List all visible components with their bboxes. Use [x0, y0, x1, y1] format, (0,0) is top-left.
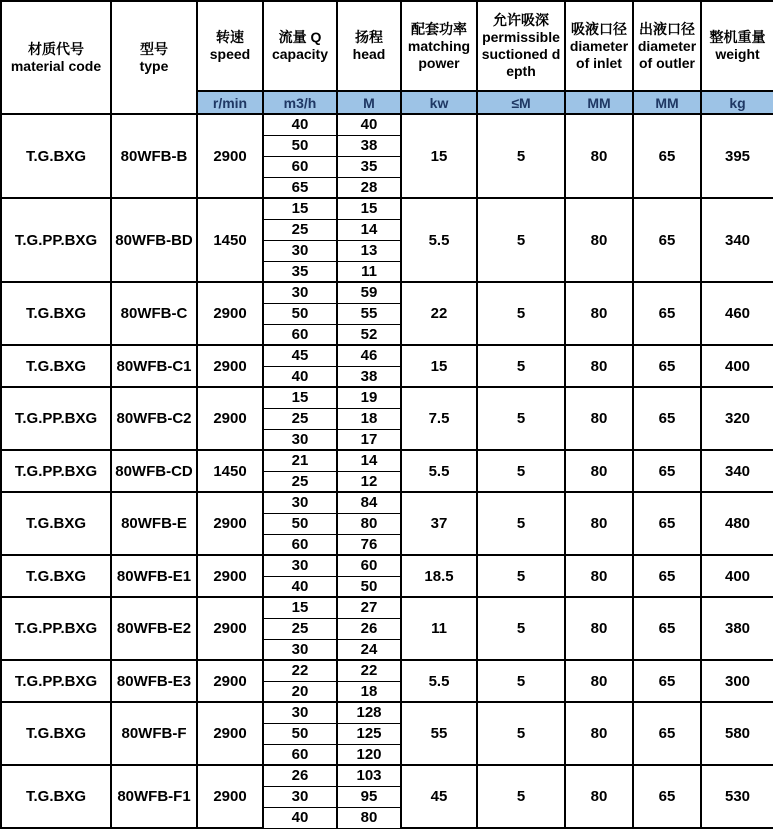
inlet-diameter-cell: 80	[565, 702, 633, 765]
suction-depth-cell: 5	[477, 387, 565, 450]
head-cell: 125	[337, 723, 401, 744]
material-code-cell: T.G.BXG	[1, 492, 111, 555]
weight-cell: 480	[701, 492, 773, 555]
weight-cell: 530	[701, 765, 773, 828]
head-cell: 60	[337, 555, 401, 576]
unit-suction-depth: ≤M	[477, 91, 565, 114]
speed-cell: 2900	[197, 345, 263, 387]
suction-depth-cell: 5	[477, 492, 565, 555]
unit-capacity: m3/h	[263, 91, 337, 114]
inlet-diameter-cell: 80	[565, 555, 633, 597]
inlet-diameter-cell: 80	[565, 660, 633, 702]
capacity-cell: 30	[263, 492, 337, 513]
col-header-material-code	[1, 1, 111, 114]
material-code-cell: T.G.BXG	[1, 282, 111, 345]
type-cell: 80WFB-E3	[111, 660, 197, 702]
head-cell: 26	[337, 618, 401, 639]
suction-depth-cell: 5	[477, 114, 565, 198]
capacity-cell: 60	[263, 156, 337, 177]
speed-cell: 2900	[197, 597, 263, 660]
weight-cell: 320	[701, 387, 773, 450]
head-cell: 19	[337, 387, 401, 408]
outlet-diameter-cell: 65	[633, 345, 701, 387]
type-cell: 80WFB-F1	[111, 765, 197, 828]
col-header-suction-depth	[477, 1, 565, 91]
table-row	[1, 765, 773, 786]
outlet-diameter-cell: 65	[633, 765, 701, 828]
matching-power-cell: 22	[401, 282, 477, 345]
head-cell: 120	[337, 744, 401, 765]
material-code-cell: T.G.PP.BXG	[1, 387, 111, 450]
col-header-type	[111, 1, 197, 114]
head-cell: 27	[337, 597, 401, 618]
col-header-type-zh: 型号	[140, 40, 168, 57]
weight-cell: 395	[701, 114, 773, 198]
col-header-speed-zh: 转速	[216, 29, 244, 45]
capacity-cell: 26	[263, 765, 337, 786]
matching-power-cell: 45	[401, 765, 477, 828]
unit-head: M	[337, 91, 401, 114]
col-header-outlet-diameter	[633, 1, 701, 91]
capacity-cell: 25	[263, 618, 337, 639]
type-cell: 80WFB-BD	[111, 198, 197, 282]
capacity-cell: 30	[263, 786, 337, 807]
matching-power-cell: 5.5	[401, 198, 477, 282]
capacity-cell: 21	[263, 450, 337, 471]
outlet-diameter-cell: 65	[633, 597, 701, 660]
matching-power-cell: 5.5	[401, 660, 477, 702]
capacity-cell: 35	[263, 261, 337, 282]
capacity-cell: 40	[263, 366, 337, 387]
capacity-cell: 50	[263, 135, 337, 156]
type-cell: 80WFB-C	[111, 282, 197, 345]
head-cell: 17	[337, 429, 401, 450]
capacity-cell: 15	[263, 198, 337, 219]
outlet-diameter-cell: 65	[633, 450, 701, 492]
speed-cell: 2900	[197, 282, 263, 345]
matching-power-cell: 18.5	[401, 555, 477, 597]
type-cell: 80WFB-E	[111, 492, 197, 555]
table-row	[1, 198, 773, 219]
col-header-matching-power-en: matching power	[407, 37, 471, 71]
head-cell: 50	[337, 576, 401, 597]
weight-cell: 380	[701, 597, 773, 660]
head-cell: 14	[337, 219, 401, 240]
col-header-inlet-diameter	[565, 1, 633, 91]
type-cell: 80WFB-CD	[111, 450, 197, 492]
unit-matching-power: kw	[401, 91, 477, 114]
table-header	[1, 1, 773, 114]
suction-depth-cell: 5	[477, 198, 565, 282]
col-header-head	[337, 1, 401, 91]
matching-power-cell: 55	[401, 702, 477, 765]
weight-cell: 400	[701, 345, 773, 387]
capacity-cell: 30	[263, 282, 337, 303]
suction-depth-cell: 5	[477, 450, 565, 492]
col-header-head-zh: 扬程	[355, 29, 383, 45]
inlet-diameter-cell: 80	[565, 492, 633, 555]
col-header-inlet-diameter-en: diameter of inlet	[569, 37, 629, 71]
weight-cell: 300	[701, 660, 773, 702]
head-cell: 40	[337, 114, 401, 135]
speed-cell: 2900	[197, 387, 263, 450]
col-header-speed	[197, 1, 263, 91]
suction-depth-cell: 5	[477, 282, 565, 345]
weight-cell: 340	[701, 450, 773, 492]
table-row	[1, 282, 773, 303]
outlet-diameter-cell: 65	[633, 702, 701, 765]
head-cell: 24	[337, 639, 401, 660]
material-code-cell: T.G.PP.BXG	[1, 450, 111, 492]
head-cell: 55	[337, 303, 401, 324]
col-header-speed-en: speed	[209, 46, 251, 62]
col-header-suction-depth-en: permissible suctioned depth	[481, 29, 561, 79]
material-code-cell: T.G.BXG	[1, 555, 111, 597]
speed-cell: 2900	[197, 555, 263, 597]
head-cell: 76	[337, 534, 401, 555]
type-cell: 80WFB-F	[111, 702, 197, 765]
table-row	[1, 387, 773, 408]
speed-cell: 2900	[197, 702, 263, 765]
head-cell: 46	[337, 345, 401, 366]
weight-cell: 400	[701, 555, 773, 597]
capacity-cell: 25	[263, 471, 337, 492]
type-cell: 80WFB-B	[111, 114, 197, 198]
speed-cell: 1450	[197, 450, 263, 492]
speed-cell: 2900	[197, 660, 263, 702]
inlet-diameter-cell: 80	[565, 114, 633, 198]
type-cell: 80WFB-C2	[111, 387, 197, 450]
inlet-diameter-cell: 80	[565, 450, 633, 492]
unit-speed: r/min	[197, 91, 263, 114]
col-header-matching-power-zh: 配套功率	[411, 20, 467, 37]
material-code-cell: T.G.PP.BXG	[1, 597, 111, 660]
matching-power-cell: 37	[401, 492, 477, 555]
matching-power-cell: 11	[401, 597, 477, 660]
inlet-diameter-cell: 80	[565, 387, 633, 450]
head-cell: 28	[337, 177, 401, 198]
col-header-weight-zh: 整机重量	[709, 29, 766, 45]
inlet-diameter-cell: 80	[565, 597, 633, 660]
col-header-weight-en: weight	[715, 46, 760, 62]
table-body	[1, 114, 773, 828]
head-cell: 84	[337, 492, 401, 513]
table-row	[1, 450, 773, 471]
col-header-weight	[701, 1, 773, 91]
capacity-cell: 40	[263, 807, 337, 828]
outlet-diameter-cell: 65	[633, 555, 701, 597]
capacity-cell: 30	[263, 555, 337, 576]
material-code-cell: T.G.BXG	[1, 765, 111, 828]
capacity-cell: 45	[263, 345, 337, 366]
capacity-cell: 30	[263, 429, 337, 450]
matching-power-cell: 5.5	[401, 450, 477, 492]
head-cell: 14	[337, 450, 401, 471]
capacity-cell: 40	[263, 576, 337, 597]
col-header-material-code-en: material code	[10, 57, 102, 74]
capacity-cell: 22	[263, 660, 337, 681]
material-code-cell: T.G.PP.BXG	[1, 198, 111, 282]
material-code-cell: T.G.BXG	[1, 345, 111, 387]
col-header-capacity-en: capacity	[271, 46, 329, 62]
outlet-diameter-cell: 65	[633, 387, 701, 450]
head-cell: 95	[337, 786, 401, 807]
head-cell: 18	[337, 408, 401, 429]
capacity-cell: 60	[263, 534, 337, 555]
capacity-cell: 25	[263, 408, 337, 429]
capacity-cell: 50	[263, 723, 337, 744]
capacity-cell: 60	[263, 324, 337, 345]
capacity-cell: 50	[263, 303, 337, 324]
head-cell: 52	[337, 324, 401, 345]
col-header-capacity	[263, 1, 337, 91]
weight-cell: 580	[701, 702, 773, 765]
outlet-diameter-cell: 65	[633, 198, 701, 282]
col-header-outlet-diameter-zh: 出液口径	[639, 20, 695, 37]
weight-cell: 460	[701, 282, 773, 345]
capacity-cell: 30	[263, 702, 337, 723]
material-code-cell: T.G.BXG	[1, 702, 111, 765]
outlet-diameter-cell: 65	[633, 282, 701, 345]
head-cell: 11	[337, 261, 401, 282]
capacity-cell: 15	[263, 597, 337, 618]
col-header-material-code-zh: 材质代号	[28, 40, 84, 57]
capacity-cell: 40	[263, 114, 337, 135]
head-cell: 35	[337, 156, 401, 177]
head-cell: 12	[337, 471, 401, 492]
matching-power-cell: 7.5	[401, 387, 477, 450]
table-row	[1, 345, 773, 366]
outlet-diameter-cell: 65	[633, 114, 701, 198]
capacity-cell: 65	[263, 177, 337, 198]
speed-cell: 2900	[197, 492, 263, 555]
outlet-diameter-cell: 65	[633, 660, 701, 702]
unit-weight: kg	[701, 91, 773, 114]
speed-cell: 2900	[197, 765, 263, 828]
unit-outlet-diameter: MM	[633, 91, 701, 114]
suction-depth-cell: 5	[477, 702, 565, 765]
col-header-capacity-zh: 流量 Q	[278, 29, 322, 45]
inlet-diameter-cell: 80	[565, 282, 633, 345]
col-header-matching-power	[401, 1, 477, 91]
head-cell: 59	[337, 282, 401, 303]
capacity-cell: 20	[263, 681, 337, 702]
head-cell: 13	[337, 240, 401, 261]
head-cell: 15	[337, 198, 401, 219]
table-row	[1, 492, 773, 513]
suction-depth-cell: 5	[477, 345, 565, 387]
capacity-cell: 30	[263, 240, 337, 261]
capacity-cell: 60	[263, 744, 337, 765]
capacity-cell: 25	[263, 219, 337, 240]
table-row	[1, 555, 773, 576]
outlet-diameter-cell: 65	[633, 492, 701, 555]
capacity-cell: 30	[263, 639, 337, 660]
type-cell: 80WFB-E1	[111, 555, 197, 597]
inlet-diameter-cell: 80	[565, 198, 633, 282]
head-cell: 38	[337, 366, 401, 387]
col-header-type-en: type	[139, 57, 169, 74]
speed-cell: 1450	[197, 198, 263, 282]
suction-depth-cell: 5	[477, 597, 565, 660]
head-cell: 18	[337, 681, 401, 702]
inlet-diameter-cell: 80	[565, 345, 633, 387]
material-code-cell: T.G.BXG	[1, 114, 111, 198]
weight-cell: 340	[701, 198, 773, 282]
col-header-inlet-diameter-zh: 吸液口径	[571, 20, 627, 37]
head-cell: 38	[337, 135, 401, 156]
table-row	[1, 702, 773, 723]
suction-depth-cell: 5	[477, 765, 565, 828]
head-cell: 22	[337, 660, 401, 681]
head-cell: 103	[337, 765, 401, 786]
type-cell: 80WFB-C1	[111, 345, 197, 387]
suction-depth-cell: 5	[477, 555, 565, 597]
unit-inlet-diameter: MM	[565, 91, 633, 114]
matching-power-cell: 15	[401, 345, 477, 387]
header-row	[1, 1, 773, 91]
capacity-cell: 50	[263, 513, 337, 534]
material-code-cell: T.G.PP.BXG	[1, 660, 111, 702]
head-cell: 128	[337, 702, 401, 723]
col-header-outlet-diameter-en: diameter of outler	[637, 37, 697, 71]
col-header-head-en: head	[352, 46, 386, 62]
type-cell: 80WFB-E2	[111, 597, 197, 660]
table-row	[1, 114, 773, 135]
speed-cell: 2900	[197, 114, 263, 198]
col-header-suction-depth-zh: 允许吸深	[493, 12, 549, 28]
table-row	[1, 660, 773, 681]
head-cell: 80	[337, 807, 401, 828]
head-cell: 80	[337, 513, 401, 534]
inlet-diameter-cell: 80	[565, 765, 633, 828]
capacity-cell: 15	[263, 387, 337, 408]
matching-power-cell: 15	[401, 114, 477, 198]
table-row	[1, 597, 773, 618]
suction-depth-cell: 5	[477, 660, 565, 702]
